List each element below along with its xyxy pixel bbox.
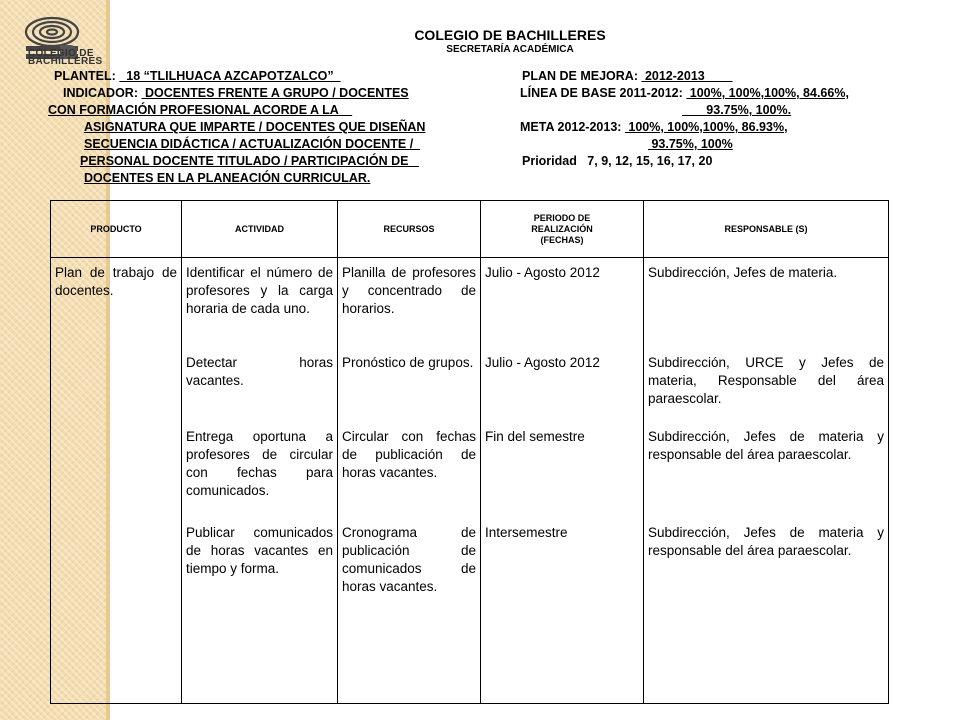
indicador-value-1: DOCENTES FRENTE A GRUPO / DOCENTES — [141, 86, 409, 100]
indicador-value-5: PERSONAL DOCENTE TITULADO / PARTICIPACIÓN DE — [80, 154, 419, 168]
plan-label: PLAN DE MEJORA: — [522, 69, 638, 83]
column-header-actividad: ACTIVIDAD — [182, 201, 338, 258]
actividad-3: Entrega oportuna a profesores de circular con fechas para comunicados. — [186, 429, 333, 498]
recursos-cell — [338, 258, 481, 704]
recursos-4: Cronograma de publicación de comunicados de horas vacantes. — [342, 525, 476, 594]
responsable-3: Subdirección, Jefes de materia y responsable del área paraescolar. — [648, 429, 884, 462]
actividad-cell — [182, 258, 338, 704]
responsable-cell — [644, 258, 889, 704]
indicador-line1 — [63, 85, 409, 102]
recursos-3: Circular con fechas de publicación de horas vacantes. — [342, 429, 476, 480]
indicador-value-3: ASIGNATURA QUE IMPARTE / DOCENTES QUE DISEÑAN — [84, 120, 426, 134]
actividad-4: Publicar comunicados de horas vacantes en tiempo y forma. — [186, 525, 333, 576]
responsable-4: Subdirección, Jefes de materia y responsable del área paraescolar. — [648, 525, 884, 558]
plan-value: 2012-2013 — [641, 69, 733, 83]
column-header-periodo-text: PERIODO DE REALIZACIÓN (FECHAS) — [531, 212, 593, 245]
column-header-responsable: RESPONSABLE (S) — [644, 201, 889, 258]
linea-base-line — [520, 85, 849, 102]
linea-base-label: LÍNEA DE BASE 2011-2012: — [520, 86, 683, 100]
responsable-2: Subdirección, URCE y Jefes de materia, Responsable del área paraescolar. — [648, 355, 884, 406]
periodo-2: Julio - Agosto 2012 — [485, 355, 600, 370]
linea-base-value-1: 100%, 100%,100%, 84.66%, — [686, 86, 849, 100]
indicador-value-6: DOCENTES EN LA PLANEACIÓN CURRICULAR. — [84, 171, 371, 185]
actividad-2: Detectar horas vacantes. — [186, 355, 333, 388]
actividad-1: Identificar el número de profesores y la carga horaria de cada uno. — [186, 265, 333, 316]
linea-base-value-2: 93.75%, 100%. — [682, 103, 792, 117]
column-header-periodo — [481, 201, 644, 258]
producto-text: Plan de trabajo de docentes. — [55, 265, 177, 298]
recursos-2: Pronóstico de grupos. — [342, 355, 474, 370]
plan-line — [522, 68, 733, 85]
recursos-1: Planilla de profesores y concentrado de horarios. — [342, 265, 476, 316]
plan-table — [50, 200, 889, 704]
plantel-value: 18 “TLILHUACA AZCAPOTZALCO” — [119, 69, 341, 83]
periodo-4: Intersemestre — [485, 525, 568, 540]
responsable-1: Subdirección, Jefes de materia. — [648, 265, 838, 280]
indicador-label: INDICADOR: — [63, 86, 138, 100]
table-header-row — [51, 201, 889, 258]
meta-value-1: 100%, 100%,100%, 86.93%, — [624, 120, 788, 134]
indicador-value-4: SECUENCIA DIDÁCTICA / ACTUALIZACIÓN DOCENTE / — [84, 137, 421, 151]
department-subtitle: SECRETARÍA ACADÉMICA — [446, 44, 574, 55]
column-header-producto: PRODUCTO — [51, 201, 182, 258]
table-row — [51, 258, 889, 704]
prioridad-label: Prioridad — [522, 154, 577, 168]
indicador-value-2: CON FORMACIÓN PROFESIONAL ACORDE A LA — [48, 103, 353, 117]
prioridad-value: 7, 9, 12, 15, 16, 17, 20 — [587, 154, 713, 168]
plantel-label: PLANTEL: — [54, 69, 116, 83]
institution-title: COLEGIO DE BACHILLERES — [414, 27, 606, 43]
periodo-cell — [481, 258, 644, 704]
producto-cell — [51, 258, 182, 704]
periodo-3: Fin del semestre — [485, 429, 585, 444]
prioridad-line — [522, 153, 712, 170]
plantel-line — [54, 68, 341, 85]
logo-text-line2: BACHILLERES — [28, 56, 103, 67]
periodo-1: Julio - Agosto 2012 — [485, 265, 600, 280]
column-header-recursos: RECURSOS — [338, 201, 481, 258]
meta-line — [520, 119, 788, 136]
logo-text-line1: COLEGIO DE — [28, 48, 94, 59]
meta-label: META 2012-2013: — [520, 120, 622, 134]
meta-value-2: 93.75%, 100% — [648, 137, 733, 151]
